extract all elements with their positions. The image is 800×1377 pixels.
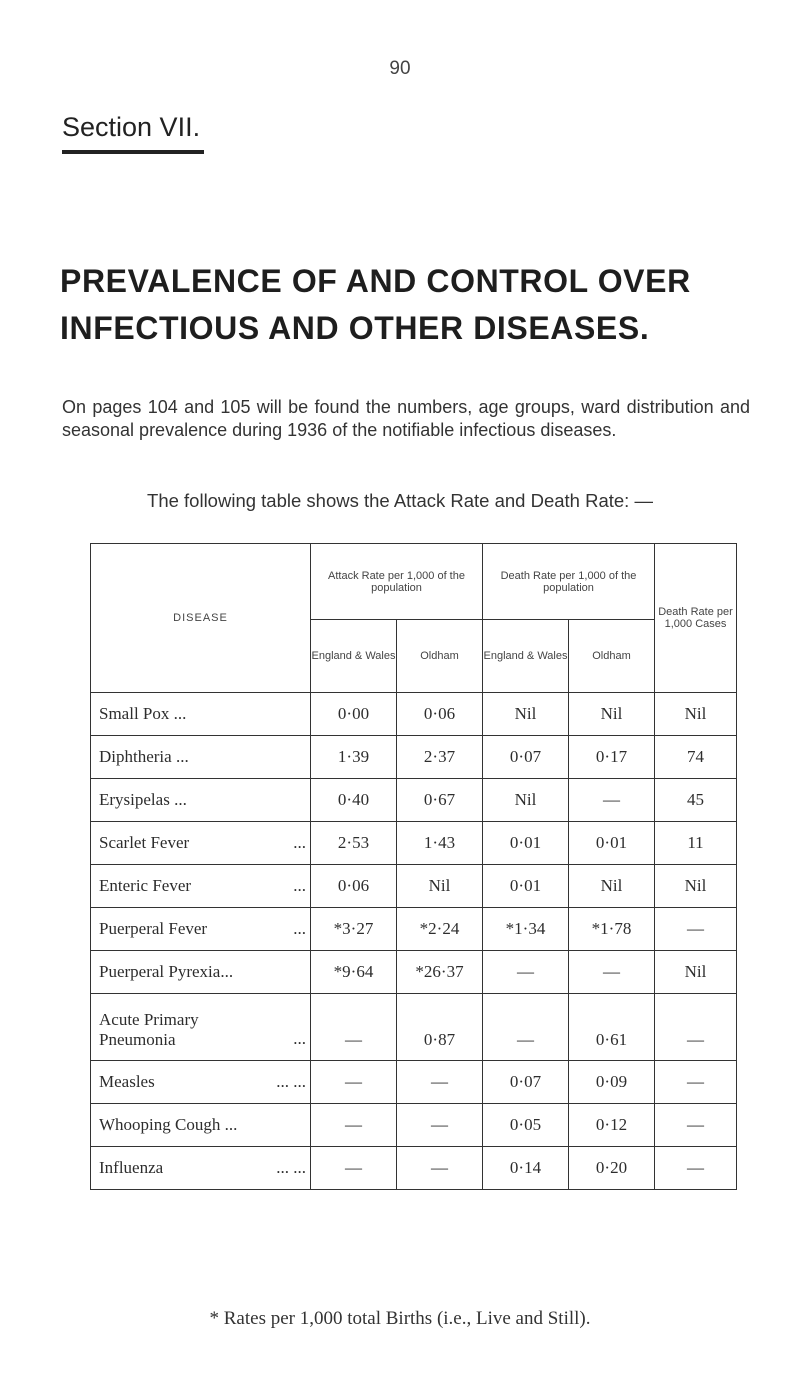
header-death-oldham: Oldham (569, 620, 655, 693)
disease-cell (91, 1104, 311, 1147)
death-rate-oldham: — (569, 779, 655, 822)
table-caption: The following table shows the Attack Rate and Death Rate: — (147, 490, 653, 511)
footnote: * Rates per 1,000 total Births (i.e., Live and Still). (209, 1308, 591, 1329)
table-row (91, 865, 737, 908)
intro-paragraph: On pages 104 and 105 will be found the numbers, age groups, ward distribution and seasonal prevalence during 1936 of the notifiable infectious diseases. (62, 397, 750, 440)
leader-dots: ... ... (276, 1158, 306, 1177)
attack-rate-england-wales: 0·06 (311, 865, 397, 908)
disease-name: Enteric Fever (99, 876, 192, 895)
attack-rate-oldham: 0·67 (397, 779, 483, 822)
header-death-england-wales: England & Wales (483, 620, 569, 693)
disease-cell (91, 779, 311, 822)
death-rate-england-wales: 0·14 (483, 1147, 569, 1190)
death-rate-per-cases: — (655, 1104, 737, 1147)
leader-dots: ... ... (276, 1072, 306, 1091)
table-row (91, 736, 737, 779)
table-row (91, 908, 737, 951)
table-row (91, 1061, 737, 1104)
death-rate-per-cases: — (655, 994, 737, 1061)
death-rate-per-cases: — (655, 908, 737, 951)
death-rate-england-wales: 0·05 (483, 1104, 569, 1147)
death-rate-england-wales: *1·34 (483, 908, 569, 951)
attack-rate-oldham: 1·43 (397, 822, 483, 865)
disease-cell (91, 822, 311, 865)
death-rate-per-cases: 11 (655, 822, 737, 865)
disease-cell (91, 951, 311, 994)
disease-cell (91, 736, 311, 779)
death-rate-oldham: 0·61 (569, 994, 655, 1061)
header-death-rate: Death Rate per 1,000 of the population (483, 544, 655, 620)
attack-rate-oldham: — (397, 1104, 483, 1147)
attack-rate-england-wales: — (311, 1061, 397, 1104)
disease-name: Erysipelas ... (99, 790, 187, 809)
section-heading: Section VII. (62, 112, 201, 142)
attack-rate-oldham: — (397, 1061, 483, 1104)
disease-name-line-1: Acute Primary (99, 1010, 199, 1029)
death-rate-england-wales: 0·07 (483, 1061, 569, 1104)
attack-rate-england-wales: 0·40 (311, 779, 397, 822)
leader-dots: ... (293, 919, 306, 938)
death-rate-per-cases: — (655, 1147, 737, 1190)
death-rate-oldham: Nil (569, 693, 655, 736)
attack-rate-oldham: *2·24 (397, 908, 483, 951)
header-attack-oldham: Oldham (397, 620, 483, 693)
attack-rate-oldham: Nil (397, 865, 483, 908)
death-rate-per-cases: Nil (655, 951, 737, 994)
death-rate-england-wales: 0·07 (483, 736, 569, 779)
table-row (91, 994, 737, 1061)
attack-rate-oldham: 0·06 (397, 693, 483, 736)
attack-rate-england-wales: 2·53 (311, 822, 397, 865)
disease-name: Measles (99, 1072, 155, 1091)
table-row (91, 693, 737, 736)
header-attack-rate: Attack Rate per 1,000 of the population (311, 544, 483, 620)
disease-name: Diphtheria ... (99, 747, 189, 766)
disease-name: Influenza (99, 1158, 164, 1177)
leader-dots: ... (293, 876, 306, 895)
title-line-1: PREVALENCE OF AND CONTROL OVER (60, 263, 691, 299)
death-rate-per-cases: Nil (655, 865, 737, 908)
death-rate-england-wales: — (483, 951, 569, 994)
attack-rate-england-wales: — (311, 994, 397, 1061)
disease-name: Puerperal Pyrexia... (99, 962, 234, 981)
disease-cell (91, 908, 311, 951)
death-rate-oldham: 0·09 (569, 1061, 655, 1104)
rates-table (90, 543, 737, 1190)
leader-dots: ... (293, 833, 306, 852)
disease-cell (91, 693, 311, 736)
header-attack-england-wales: England & Wales (311, 620, 397, 693)
disease-cell (91, 865, 311, 908)
disease-cell (91, 994, 311, 1061)
death-rate-england-wales: Nil (483, 779, 569, 822)
death-rate-per-cases: 45 (655, 779, 737, 822)
attack-rate-england-wales: *3·27 (311, 908, 397, 951)
header-disease: DISEASE (91, 544, 311, 693)
disease-name: Whooping Cough ... (99, 1115, 238, 1134)
attack-rate-england-wales: 0·00 (311, 693, 397, 736)
table-row (91, 822, 737, 865)
death-rate-per-cases: — (655, 1061, 737, 1104)
attack-rate-england-wales: 1·39 (311, 736, 397, 779)
death-rate-england-wales: 0·01 (483, 865, 569, 908)
death-rate-england-wales: — (483, 994, 569, 1061)
death-rate-oldham: 0·20 (569, 1147, 655, 1190)
page-title (60, 258, 760, 352)
death-rate-england-wales: 0·01 (483, 822, 569, 865)
death-rate-oldham: 0·01 (569, 822, 655, 865)
attack-rate-oldham: 2·37 (397, 736, 483, 779)
table-row (91, 1147, 737, 1190)
attack-rate-oldham: 0·87 (397, 994, 483, 1061)
disease-name: Puerperal Fever (99, 919, 208, 938)
disease-cell (91, 1147, 311, 1190)
death-rate-per-cases: 74 (655, 736, 737, 779)
table-row (91, 951, 737, 994)
attack-rate-england-wales: *9·64 (311, 951, 397, 994)
death-rate-oldham: Nil (569, 865, 655, 908)
death-rate-oldham: 0·12 (569, 1104, 655, 1147)
disease-cell (91, 1061, 311, 1104)
leader-dots: ... (293, 1029, 306, 1048)
header-death-rate-cases: Death Rate per 1,000 Cases (655, 544, 737, 693)
death-rate-oldham: *1·78 (569, 908, 655, 951)
death-rate-per-cases: Nil (655, 693, 737, 736)
disease-name: Small Pox ... (99, 704, 187, 723)
attack-rate-england-wales: — (311, 1104, 397, 1147)
disease-name: Scarlet Fever (99, 833, 190, 852)
disease-name-line-2: Pneumonia (99, 1030, 176, 1049)
section-underline (62, 150, 204, 154)
death-rate-oldham: — (569, 951, 655, 994)
page-number: 90 (389, 58, 411, 79)
attack-rate-oldham: — (397, 1147, 483, 1190)
table-row (91, 779, 737, 822)
death-rate-england-wales: Nil (483, 693, 569, 736)
death-rate-oldham: 0·17 (569, 736, 655, 779)
table-row (91, 1104, 737, 1147)
attack-rate-oldham: *26·37 (397, 951, 483, 994)
title-line-2: INFECTIOUS AND OTHER DISEASES. (60, 310, 650, 346)
attack-rate-england-wales: — (311, 1147, 397, 1190)
